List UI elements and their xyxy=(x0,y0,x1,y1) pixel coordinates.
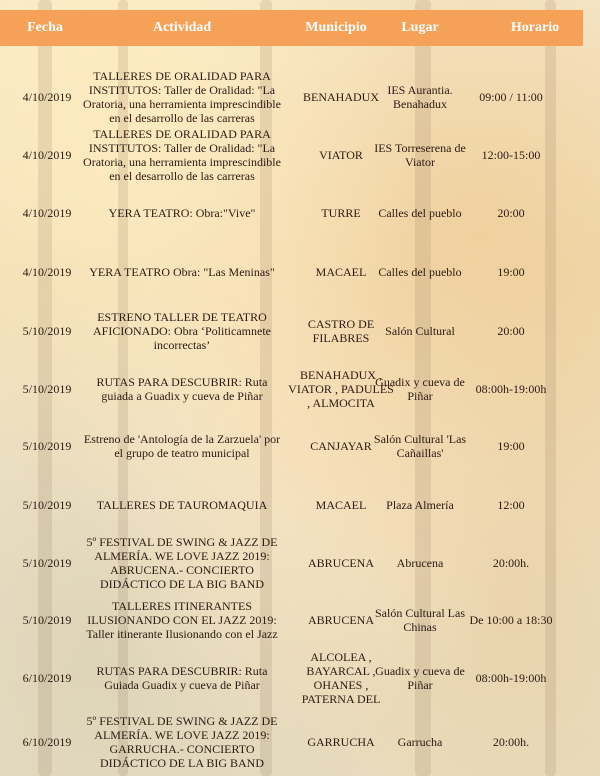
table-row xyxy=(0,598,600,642)
cell-horario: 08:00h-19:00h xyxy=(475,382,547,396)
cell-lugar: Guadix y cueva de Piñar xyxy=(375,664,465,692)
table-row xyxy=(0,648,600,708)
table-row xyxy=(0,309,600,353)
cell-actividad: 5º FESTIVAL DE SWING & JAZZ DE ALMERÍA. WE LOVE JAZZ 2019: GARRUCHA.- CONCIERTO DIDÁCTICO DE LA BIG BAND xyxy=(86,714,278,770)
cell-fecha: 4/10/2019 xyxy=(22,265,72,279)
cell-municipio: ABRUCENA xyxy=(307,556,374,570)
cell-municipio: CASTRO DE FILABRES xyxy=(307,317,375,345)
cell-municipio: BENAHADUX , VIATOR , PADULES , ALMOCITA xyxy=(288,368,394,410)
cell-horario: 12:00 xyxy=(497,498,525,512)
header-fecha: Fecha xyxy=(27,20,63,35)
table-row xyxy=(0,533,600,593)
cell-fecha: 5/10/2019 xyxy=(22,439,72,453)
cell-actividad: 5º FESTIVAL DE SWING & JAZZ DE ALMERÍA. WE LOVE JAZZ 2019: ABRUCENA.- CONCIERTO DIDÁCTICO DE LA BIG BAND xyxy=(86,535,278,591)
cell-horario: 08:00h-19:00h xyxy=(475,671,547,685)
cell-fecha: 5/10/2019 xyxy=(22,498,72,512)
cell-lugar: Garrucha xyxy=(397,735,443,749)
cell-municipio: BENAHADUX xyxy=(303,90,379,104)
cell-lugar: Calles del pueblo xyxy=(378,206,462,220)
table-row xyxy=(0,360,600,418)
cell-lugar: IES Torreserena de Viator xyxy=(374,141,466,169)
table-row xyxy=(0,126,600,184)
cell-municipio: ABRUCENA xyxy=(307,613,374,627)
cell-municipio: MACAEL xyxy=(315,265,367,279)
cell-fecha: 5/10/2019 xyxy=(22,382,72,396)
cell-municipio: CANJAYAR xyxy=(310,439,372,453)
header-lugar: Lugar xyxy=(401,20,439,35)
cell-horario: 09:00 / 11:00 xyxy=(479,90,543,104)
cell-municipio: TURRE xyxy=(321,206,361,220)
cell-fecha: 5/10/2019 xyxy=(22,324,72,338)
cell-actividad: RUTAS PARA DESCUBRIR: Ruta guiada a Guadix y cueva de Piñar xyxy=(96,375,268,403)
cell-lugar: Salón Cultural 'Las Cañaillas' xyxy=(373,432,467,460)
cell-actividad: YERA TEATRO: Obra:"Vive" xyxy=(108,206,256,220)
table-row xyxy=(0,198,600,228)
cell-lugar: Salón Cultural xyxy=(385,324,455,338)
cell-horario: 20:00h. xyxy=(492,735,530,749)
cell-fecha: 6/10/2019 xyxy=(22,735,72,749)
cell-municipio: MACAEL xyxy=(315,498,367,512)
cell-lugar: Abrucena xyxy=(396,556,444,570)
header-municipio: Municipio xyxy=(305,20,367,35)
table-row xyxy=(0,68,600,126)
cell-municipio: GARRUCHA xyxy=(307,735,375,749)
table-row xyxy=(0,257,600,287)
cell-horario: 20:00h. xyxy=(492,556,530,570)
cell-fecha: 5/10/2019 xyxy=(22,556,72,570)
cell-actividad: RUTAS PARA DESCUBRIR: Ruta Guiada Guadix y cueva de Piñar xyxy=(96,664,268,692)
cell-municipio: VIATOR xyxy=(319,148,363,162)
table-row xyxy=(0,430,600,462)
cell-fecha: 4/10/2019 xyxy=(22,90,72,104)
header-actividad: Actividad xyxy=(152,20,212,35)
cell-horario: 20:00 xyxy=(497,206,525,220)
cell-actividad: Estreno de 'Antología de la Zarzuela' por el grupo de teatro municipal xyxy=(83,432,281,460)
table-row xyxy=(0,712,600,772)
cell-horario: 19:00 xyxy=(497,265,525,279)
cell-fecha: 5/10/2019 xyxy=(22,613,72,627)
cell-lugar: Guadix y cueva de Piñar xyxy=(375,375,465,403)
cell-fecha: 4/10/2019 xyxy=(22,206,72,220)
cell-fecha: 4/10/2019 xyxy=(22,148,72,162)
cell-horario: De 10:00 a 18:30 xyxy=(469,613,553,627)
cell-horario: 19:00 xyxy=(497,439,525,453)
cell-actividad: TALLERES DE TAUROMAQUIA xyxy=(96,498,268,512)
cell-lugar: IES Aurantia. Benahadux xyxy=(387,83,453,111)
cell-actividad: TALLERES ITINERANTES ILUSIONANDO CON EL JAZZ 2019: Taller itinerante Ilusionando con el Jazz xyxy=(86,599,278,641)
cell-actividad: TALLERES DE ORALIDAD PARA INSTITUTOS: Taller de Oralidad: "La Oratoria, una herramienta imprescindible en el desarrollo de las carreras xyxy=(83,69,281,125)
cell-horario: 20:00 xyxy=(497,324,525,338)
table-row xyxy=(0,490,600,520)
cell-actividad: YERA TEATRO Obra: "Las Meninas" xyxy=(89,265,275,279)
table-header xyxy=(0,10,583,46)
header-horario: Horario xyxy=(510,20,560,35)
cell-actividad: ESTRENO TALLER DE TEATRO AFICIONADO: Obra ‘Politicamnete incorrectas’ xyxy=(93,310,271,352)
cell-actividad: TALLERES DE ORALIDAD PARA INSTITUTOS: Taller de Oralidad: "La Oratoria, una herramienta imprescindible en el desarrollo de las carreras xyxy=(83,127,281,183)
cell-lugar: Plaza Almería xyxy=(386,498,454,512)
cell-municipio: ALCOLEA , BAYARCAL , OHANES , PATERNA DEL xyxy=(301,650,381,706)
cell-fecha: 6/10/2019 xyxy=(22,671,72,685)
cell-lugar: Calles del pueblo xyxy=(378,265,462,279)
cell-horario: 12:00-15:00 xyxy=(481,148,541,162)
cell-lugar: Salón Cultural Las Chinas xyxy=(375,606,465,634)
